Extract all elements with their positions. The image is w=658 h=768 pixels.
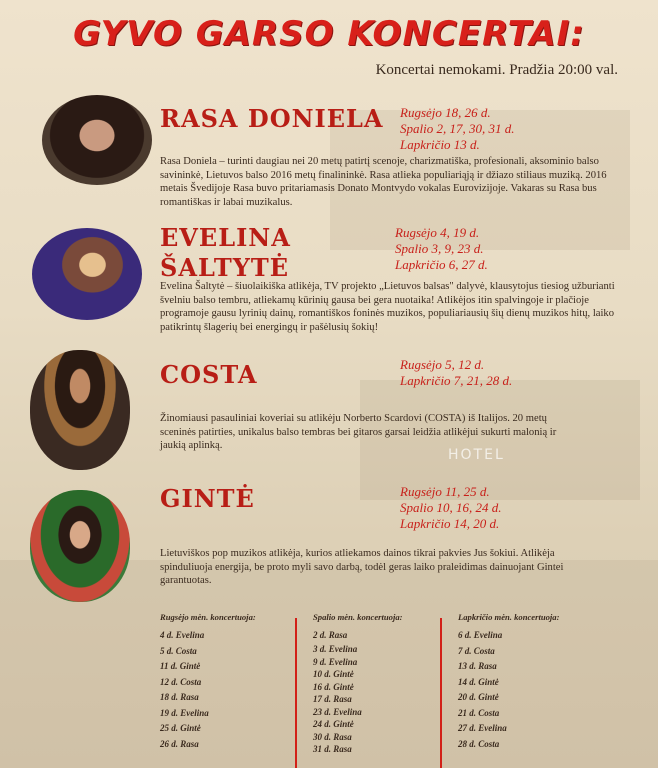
schedule-divider bbox=[295, 618, 297, 768]
artist-name-costa: COSTA bbox=[160, 360, 258, 389]
schedule-item: 25 d. Gintė bbox=[160, 723, 201, 733]
schedule-item: 11 d. Gintė bbox=[160, 661, 201, 671]
schedule-item: 9 d. Evelina bbox=[313, 656, 358, 667]
schedule-item: 17 d. Rasa bbox=[313, 694, 352, 704]
artist-description-ginte: Lietuviškos pop muzikos atlikėja, kurios atliekamos dainos tikrai pakvies Jus šokiui. Atlikėja spinduliuoja energija, be proto myli savo darbą, todėl geras laiko praleidimas dainuojant Gintei garantuotas. bbox=[160, 548, 564, 586]
artist-photo-rasa bbox=[42, 95, 152, 185]
schedule-heading: Rugsėjo mėn. koncertuoja: bbox=[160, 612, 256, 622]
schedule-item: 26 d. Rasa bbox=[160, 738, 199, 749]
schedule-item: 10 d. Gintė bbox=[313, 669, 354, 679]
schedule-october bbox=[313, 612, 403, 756]
artist-photo-costa bbox=[30, 350, 130, 470]
schedule-item: 4 d. Evelina bbox=[160, 630, 205, 640]
artist-dates-evelina: Rugsėjo 4, 19 d. Spalio 3, 9, 23 d. Lapkričio 6, 27 d. bbox=[395, 225, 488, 272]
artist-photo-evelina bbox=[32, 228, 142, 320]
schedule-item: 3 d. Evelina bbox=[313, 644, 358, 654]
schedule-item: 19 d. Evelina bbox=[160, 707, 209, 718]
schedule-item: 21 d. Costa bbox=[458, 707, 500, 718]
schedule-item: 13 d. Rasa bbox=[458, 661, 497, 671]
artist-description-evelina: Evelina Šaltytė – šiuolaikiška atlikėja, TV projekto „Lietuvos balsas" dalyvė, klausytojus tiesiog užburianti švelniu balso tembru, atliekamų kūrinių gausa bei gera nuotaika! Atlikėjos itin spalvingoje ir plačioje programoje gausu lyrinių dainų, romantiškos foninės muzikos, populiariausių šių dienų muzikos hitų, laiko patikrintų šlagerių bei energingų ir pašėlusių šokių! bbox=[160, 281, 615, 333]
schedule-item: 12 d. Costa bbox=[160, 676, 202, 687]
schedule-item: 31 d. Rasa bbox=[313, 744, 352, 754]
schedule-divider bbox=[440, 618, 442, 768]
schedule-item: 30 d. Rasa bbox=[313, 731, 352, 742]
artist-dates-costa: Rugsėjo 5, 12 d. Lapkričio 7, 21, 28 d. bbox=[400, 357, 513, 388]
artist-name-rasa: RASA DONIELA bbox=[160, 104, 384, 133]
schedule-item: 28 d. Costa bbox=[458, 738, 500, 749]
artist-photo-ginte bbox=[30, 490, 130, 602]
artist-dates-rasa: Rugsėjo 18, 26 d. Spalio 2, 17, 30, 31 d. Lapkričio 13 d. bbox=[400, 105, 515, 152]
artist-name-evelina: EVELINA ŠALTYTĖ bbox=[160, 223, 291, 282]
schedule-item: 16 d. Gintė bbox=[313, 681, 354, 692]
schedule-item: 5 d. Costa bbox=[160, 645, 197, 656]
page-title: GYVO GARSO KONCERTAI: bbox=[73, 14, 585, 54]
schedule-item: 7 d. Costa bbox=[458, 645, 495, 656]
artist-dates-ginte: Rugsėjo 11, 25 d. Spalio 10, 16, 24 d. Lapkričio 14, 20 d. bbox=[400, 484, 502, 531]
schedule-november bbox=[458, 612, 559, 752]
schedule-item: 24 d. Gintė bbox=[313, 719, 354, 729]
schedule-september bbox=[160, 612, 256, 752]
schedule-heading: Spalio mėn. koncertuoja: bbox=[313, 612, 403, 622]
schedule-item: 20 d. Gintė bbox=[458, 692, 499, 702]
background-hotel-sign: HOTEL bbox=[448, 447, 505, 463]
schedule-item: 27 d. Evelina bbox=[458, 723, 507, 733]
schedule-item: 14 d. Gintė bbox=[458, 676, 499, 687]
schedule-item: 23 d. Evelina bbox=[313, 706, 362, 717]
artist-description-costa: Žinomiausi pasauliniai koveriai su atlikėju Norberto Scardovi (COSTA) iš Italijos. 20 metų sceninės patirties, unikalus balso tembras bei gitaros garsai leidžia atlikėjui sukurti malonią ir jaukią aplinką. bbox=[160, 413, 557, 451]
schedule-item: 2 d. Rasa bbox=[313, 630, 348, 640]
schedule-item: 6 d. Evelina bbox=[458, 630, 503, 640]
artist-description-rasa: Rasa Doniela – turinti daugiau nei 20 metų patirtį scenoje, charizmatiška, profesionali, aksominio balso savininkė, Lietuvos balso 2016 metų finalininkė. Rasa atlieka populiariąją ir džiazo stiliaus muziką. 2016 metais Švedijoje Rasa buvo pritariamasis Donato Montvydo vokalas Eurovizijoje. Vakaras su Rasa bus romantiškas ir labai muzikalus. bbox=[160, 156, 607, 208]
schedule-item: 18 d. Rasa bbox=[160, 692, 199, 702]
schedule-heading: Lapkričio mėn. koncertuoja: bbox=[458, 612, 560, 622]
page-subtitle: Koncertai nemokami. Pradžia 20:00 val. bbox=[375, 62, 618, 78]
artist-name-ginte: GINTĖ bbox=[160, 484, 255, 513]
